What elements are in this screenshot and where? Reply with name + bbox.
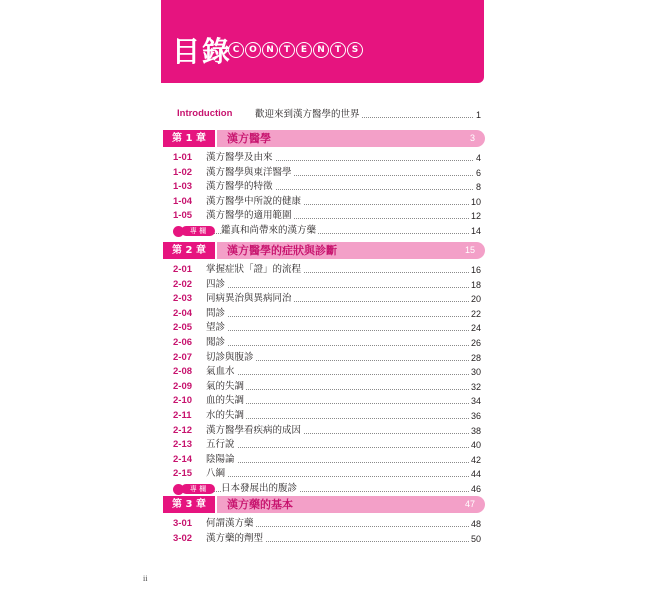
chapter-title-band bbox=[217, 130, 485, 147]
toc-entry[interactable] bbox=[173, 278, 481, 292]
section-number: 2-09 bbox=[173, 381, 193, 392]
contents-letter: T bbox=[279, 42, 295, 58]
section-number: 1-01 bbox=[173, 152, 193, 163]
toc-entry[interactable] bbox=[173, 409, 481, 423]
page-number: 42 bbox=[470, 455, 481, 465]
contents-wordmark bbox=[228, 42, 363, 58]
toc-entry[interactable] bbox=[173, 517, 481, 531]
page-number: 14 bbox=[470, 226, 481, 236]
column-entry[interactable] bbox=[173, 224, 481, 238]
page-number: 1 bbox=[475, 110, 481, 120]
section-number: 2-15 bbox=[173, 468, 193, 479]
chapter-page-number: 47 bbox=[464, 499, 475, 509]
chapter-title: 漢方醫學 bbox=[227, 132, 271, 145]
section-number: 2-01 bbox=[173, 264, 193, 275]
toc-entry[interactable] bbox=[173, 424, 481, 438]
section-title: 水的失調 bbox=[206, 410, 245, 421]
toc-entry[interactable] bbox=[173, 467, 481, 481]
intro-title: 歡迎來到漢方醫學的世界 bbox=[255, 109, 360, 120]
section-title: 望診 bbox=[206, 322, 226, 333]
page-number: 8 bbox=[475, 182, 481, 192]
section-number: 2-08 bbox=[173, 366, 193, 377]
section-title: 漢方醫學的特徵 bbox=[206, 181, 273, 192]
section-title: 漢方醫學看疾病的成因 bbox=[206, 425, 302, 436]
section-title: 氣血水 bbox=[206, 366, 235, 377]
chapter-heading[interactable] bbox=[163, 130, 485, 147]
section-number: 1-02 bbox=[173, 167, 193, 178]
section-title: 日本發展出的腹診 bbox=[221, 483, 298, 494]
contents-letter: T bbox=[330, 42, 346, 58]
section-title: 何謂漢方藥 bbox=[206, 518, 254, 529]
page-number: 20 bbox=[470, 294, 481, 304]
leader-dots bbox=[206, 287, 481, 288]
toc-entry[interactable] bbox=[173, 336, 481, 350]
page-number: 24 bbox=[470, 323, 481, 333]
toc-entry[interactable] bbox=[173, 180, 481, 194]
leader-dots bbox=[206, 447, 481, 448]
toc-entry[interactable] bbox=[173, 195, 481, 209]
toc-entry[interactable] bbox=[173, 263, 481, 277]
section-number: 2-02 bbox=[173, 279, 193, 290]
contents-letter: N bbox=[313, 42, 329, 58]
page-number: 12 bbox=[470, 211, 481, 221]
toc-entry[interactable] bbox=[173, 292, 481, 306]
section-number: 2-07 bbox=[173, 352, 193, 363]
section-title: 陰陽論 bbox=[206, 454, 235, 465]
section-number: 2-13 bbox=[173, 439, 193, 450]
page-number: 40 bbox=[470, 440, 481, 450]
leader-dots bbox=[206, 374, 481, 375]
leader-dots bbox=[206, 418, 481, 419]
section-number: 2-14 bbox=[173, 454, 193, 465]
column-entry[interactable] bbox=[173, 482, 481, 496]
section-title: 八綱 bbox=[206, 468, 226, 479]
section-title: 五行說 bbox=[206, 439, 235, 450]
intro-label: Introduction bbox=[177, 108, 233, 119]
page-number: 16 bbox=[470, 265, 481, 275]
chapter-heading[interactable] bbox=[163, 496, 485, 513]
chapter-title: 漢方醫學的症狀與診斷 bbox=[227, 244, 337, 257]
page-number: 28 bbox=[470, 353, 481, 363]
toc-entry[interactable] bbox=[173, 151, 481, 165]
chapter-title-band bbox=[217, 496, 485, 513]
section-number: 2-11 bbox=[173, 410, 192, 421]
page-number: 26 bbox=[470, 338, 481, 348]
page-number: 50 bbox=[470, 534, 481, 544]
leader-dots bbox=[206, 462, 481, 463]
chapter-page-number: 15 bbox=[464, 245, 475, 255]
chapter-label: 第 2 章 bbox=[163, 242, 215, 259]
page-number: 18 bbox=[470, 280, 481, 290]
page-number: 36 bbox=[470, 411, 481, 421]
page-number: 6 bbox=[475, 168, 481, 178]
section-title: 血的失調 bbox=[206, 395, 245, 406]
section-number: 2-10 bbox=[173, 395, 193, 406]
section-title: 漢方藥的劑型 bbox=[206, 533, 264, 544]
section-number: 2-12 bbox=[173, 425, 193, 436]
section-title: 問診 bbox=[206, 308, 226, 319]
page-number: 32 bbox=[470, 382, 481, 392]
column-badge bbox=[173, 225, 221, 237]
page-number: 38 bbox=[470, 426, 481, 436]
section-number: 2-06 bbox=[173, 337, 193, 348]
leader-dots bbox=[206, 345, 481, 346]
toc-entry[interactable] bbox=[173, 453, 481, 467]
toc-entry[interactable] bbox=[173, 209, 481, 223]
section-number: 2-03 bbox=[173, 293, 193, 304]
page-number: 4 bbox=[475, 153, 481, 163]
contents-letter: E bbox=[296, 42, 312, 58]
toc-entry[interactable] bbox=[173, 532, 481, 546]
section-title: 切診與腹診 bbox=[206, 352, 254, 363]
toc-entry[interactable] bbox=[173, 351, 481, 365]
page-number: 10 bbox=[470, 197, 481, 207]
toc-entry[interactable] bbox=[173, 321, 481, 335]
toc-entry[interactable] bbox=[173, 166, 481, 180]
page-number: 46 bbox=[470, 484, 481, 494]
section-title: 同病異治與異病同治 bbox=[206, 293, 292, 304]
section-title: 漢方醫學中所說的健康 bbox=[206, 196, 302, 207]
chapter-heading[interactable] bbox=[163, 242, 485, 259]
leader-dots bbox=[206, 316, 481, 317]
toc-entry[interactable] bbox=[173, 438, 481, 452]
section-number: 3-01 bbox=[173, 518, 193, 529]
contents-letter: C bbox=[228, 42, 244, 58]
page-number: 44 bbox=[470, 469, 481, 479]
contents-letter: S bbox=[347, 42, 363, 58]
chapter-label: 第 1 章 bbox=[163, 130, 215, 147]
section-number: 2-05 bbox=[173, 322, 193, 333]
section-number: 1-04 bbox=[173, 196, 193, 207]
section-title: 聞診 bbox=[206, 337, 226, 348]
toc-entry[interactable] bbox=[173, 380, 481, 394]
chapter-label: 第 3 章 bbox=[163, 496, 215, 513]
chapter-title: 漢方藥的基本 bbox=[227, 498, 293, 511]
footer-page-number: ii bbox=[143, 574, 148, 583]
leader-dots bbox=[206, 330, 481, 331]
contents-letter: N bbox=[262, 42, 278, 58]
page-number: 30 bbox=[470, 367, 481, 377]
page-number: 48 bbox=[470, 519, 481, 529]
section-title: 漢方醫學的適用範圍 bbox=[206, 210, 292, 221]
leader-dots bbox=[206, 403, 481, 404]
section-number: 3-02 bbox=[173, 533, 193, 544]
page-number: 34 bbox=[470, 396, 481, 406]
column-badge-label: 專 欄 bbox=[181, 484, 215, 494]
leader-dots bbox=[206, 389, 481, 390]
chapter-title-band bbox=[217, 242, 485, 259]
section-number: 2-04 bbox=[173, 308, 193, 319]
section-number: 1-03 bbox=[173, 181, 193, 192]
section-title: 漢方醫學及由來 bbox=[206, 152, 273, 163]
column-badge bbox=[173, 483, 221, 495]
toc-entry[interactable] bbox=[173, 307, 481, 321]
leader-dots bbox=[206, 476, 481, 477]
section-title: 氣的失調 bbox=[206, 381, 245, 392]
section-title: 四診 bbox=[206, 279, 226, 290]
section-title: 鑑真和尚帶來的漢方藥 bbox=[221, 225, 317, 236]
page-title: 目錄 bbox=[172, 35, 233, 68]
section-number: 1-05 bbox=[173, 210, 193, 221]
intro-entry[interactable] bbox=[255, 108, 481, 122]
section-title: 掌握症狀「證」的流程 bbox=[206, 264, 302, 275]
toc-entry[interactable] bbox=[173, 394, 481, 408]
chapter-page-number: 3 bbox=[469, 133, 475, 143]
column-badge-label: 專 欄 bbox=[181, 226, 215, 236]
contents-letter: O bbox=[245, 42, 261, 58]
toc-entry[interactable] bbox=[173, 365, 481, 379]
page-number: 22 bbox=[470, 309, 481, 319]
section-title: 漢方醫學與東洋醫學 bbox=[206, 167, 292, 178]
